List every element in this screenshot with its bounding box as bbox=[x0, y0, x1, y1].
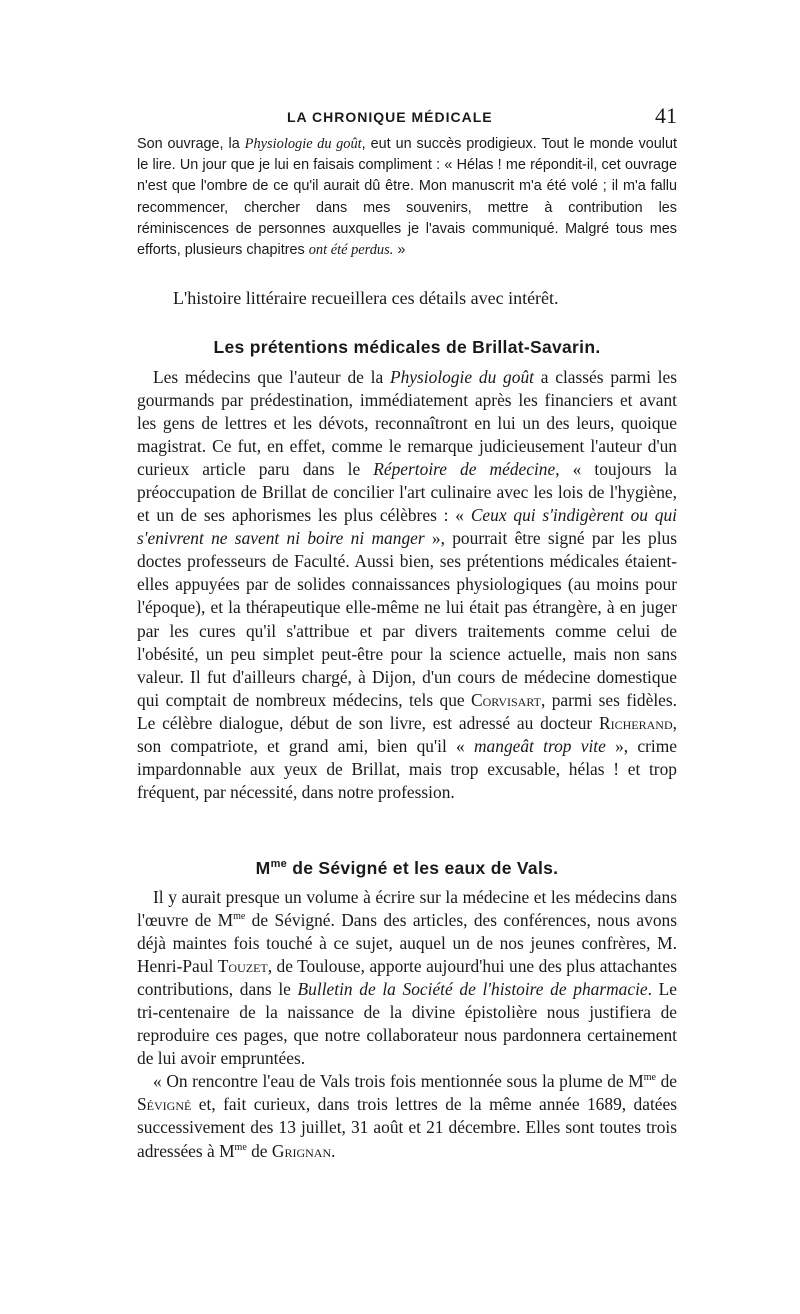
section-body bbox=[137, 366, 677, 804]
quote-text: » bbox=[393, 242, 406, 259]
section-heading bbox=[137, 858, 677, 879]
superscript: me bbox=[233, 911, 246, 923]
quote-text: , eut un succès prodigieux. Tout le monde voulut le lire. Un jour que je lui en faisais compliment : « Hélas ! me répondit-il, cet ouvrage n'est que l'ombre de ce qu'il aurait dû être. Mon manuscrit m'a été volé ; il m'a fallu recommencer, chercher dans mes souvenirs, mettre à contribution les réminiscences de personnes auxquelles je l'avais communiqué. Malgré tous mes efforts, plusieurs chapitres bbox=[137, 136, 677, 259]
paragraph bbox=[137, 1070, 677, 1162]
superscript: me bbox=[270, 858, 288, 871]
book-title: Physiologie du goût bbox=[389, 367, 534, 387]
paragraph bbox=[137, 886, 677, 1070]
section-body bbox=[137, 886, 677, 1163]
journal-name: Répertoire de médecine bbox=[373, 459, 556, 480]
text: . Le tri-centenaire de la naissance de la divine épistolière nous justifiera de reproduire ces pages, que notre collaborateur nous pardonnera certainement de lui avoir empruntées. bbox=[137, 979, 677, 1069]
text: M bbox=[255, 858, 271, 878]
quotation-paragraph bbox=[137, 134, 677, 261]
text: Il y aurait presque un volume à écrire sur la médecine et les médecins dans l'œuvre de M bbox=[137, 887, 677, 931]
running-header bbox=[137, 103, 677, 133]
text: « On rencontre l'eau de Vals trois fois mentionnée sous la plume de M bbox=[153, 1071, 644, 1092]
person-name: Richerand bbox=[599, 712, 673, 733]
closing-remark: L'histoire littéraire recueillera ces détails avec intérêt. bbox=[173, 288, 559, 308]
text: de Sévigné et les eaux de Vals. bbox=[287, 858, 559, 878]
quote-italic: ont été perdus. bbox=[308, 242, 394, 259]
text: de bbox=[655, 1071, 678, 1092]
journal-title: LA CHRONIQUE MÉDICALE bbox=[287, 109, 493, 125]
text: . bbox=[331, 1140, 336, 1161]
text: a classés parmi les gourmands par prédestination, immédiatement après les financiers et avant les gens de lettres et les dévots, reconnaîtront en lui un des leurs, quoique magistrat. Ce fut, en effet, comme le remarque judicieusement l'auteur d'un curieux article paru dans le bbox=[137, 367, 677, 480]
text: Les médecins que l'auteur de la bbox=[153, 367, 390, 387]
page-number: 41 bbox=[655, 103, 677, 128]
person-name: Corvisart bbox=[471, 689, 541, 710]
quoted-phrase: mangeât trop vite bbox=[474, 735, 606, 756]
text: et, fait curieux, dans trois lettres de la même année 1689, datées successivement des 13 juillet, 31 août et 21 décembre. Elles sont toutes trois adressées à M bbox=[137, 1094, 677, 1161]
superscript: me bbox=[234, 1141, 247, 1153]
person-name: Touzet bbox=[217, 956, 268, 977]
paragraph bbox=[137, 366, 677, 804]
text: », crime impardonnable aux yeux de Brillat, mais trop excusable, hélas ! et trop fréquent, par nécessité, dans notre profession. bbox=[137, 735, 677, 802]
superscript: me bbox=[643, 1072, 656, 1084]
journal-name: Bulletin de la Société de l'histoire de pharmacie bbox=[297, 979, 648, 1000]
book-title: Physiologie du goût bbox=[244, 136, 362, 152]
section-heading: Les prétentions médicales de Brillat-Savarin. bbox=[213, 337, 601, 357]
text: », pourrait être signé par les plus doctes professeurs de Faculté. Aussi bien, ses prétentions médicales étaient-elles appuyées par de solides connaissances physiologiques (au moins pour l'époque), et la thérapeutique elle-même ne lui était pas étrangère, à en juger par les cures qu'il s'attribue et par divers traitements comme celui de l'obésité, un peu simplet peut-être pour la science actuelle, mais non sans valeur. Il fut d'ailleurs chargé, à Dijon, d'un cours de médecine domestique qui comptait de nombreux médecins, tels que bbox=[137, 528, 677, 710]
quote-text: Son ouvrage, la bbox=[137, 136, 245, 152]
text: de Sévigné. Dans des articles, des conférences, nous avons déjà maintes fois touché à ce sujet, auquel un de nos jeunes confrères, M. Henri-Paul bbox=[137, 910, 678, 977]
person-name: Sévigné bbox=[137, 1094, 192, 1115]
aphorism: Ceux qui s'indigèrent ou qui s'enivrent ne savent ni boire ni manger bbox=[137, 505, 678, 549]
person-name: Grignan bbox=[271, 1140, 332, 1161]
text: , de Toulouse, apporte aujourd'hui une des plus attachantes contributions, dans le bbox=[137, 956, 677, 1000]
text: de bbox=[246, 1140, 272, 1161]
text: , parmi ses fidèles. Le célèbre dialogue, début de son livre, est adressé au docteur bbox=[137, 689, 677, 733]
text: , « toujours la préoccupation de Brillat de concilier l'art culinaire avec les lois de l'hygiène, et un de ses aphorismes les plus célèbres : « bbox=[137, 459, 678, 526]
text: , son compatriote, et grand ami, bien qu'il « bbox=[137, 712, 677, 756]
